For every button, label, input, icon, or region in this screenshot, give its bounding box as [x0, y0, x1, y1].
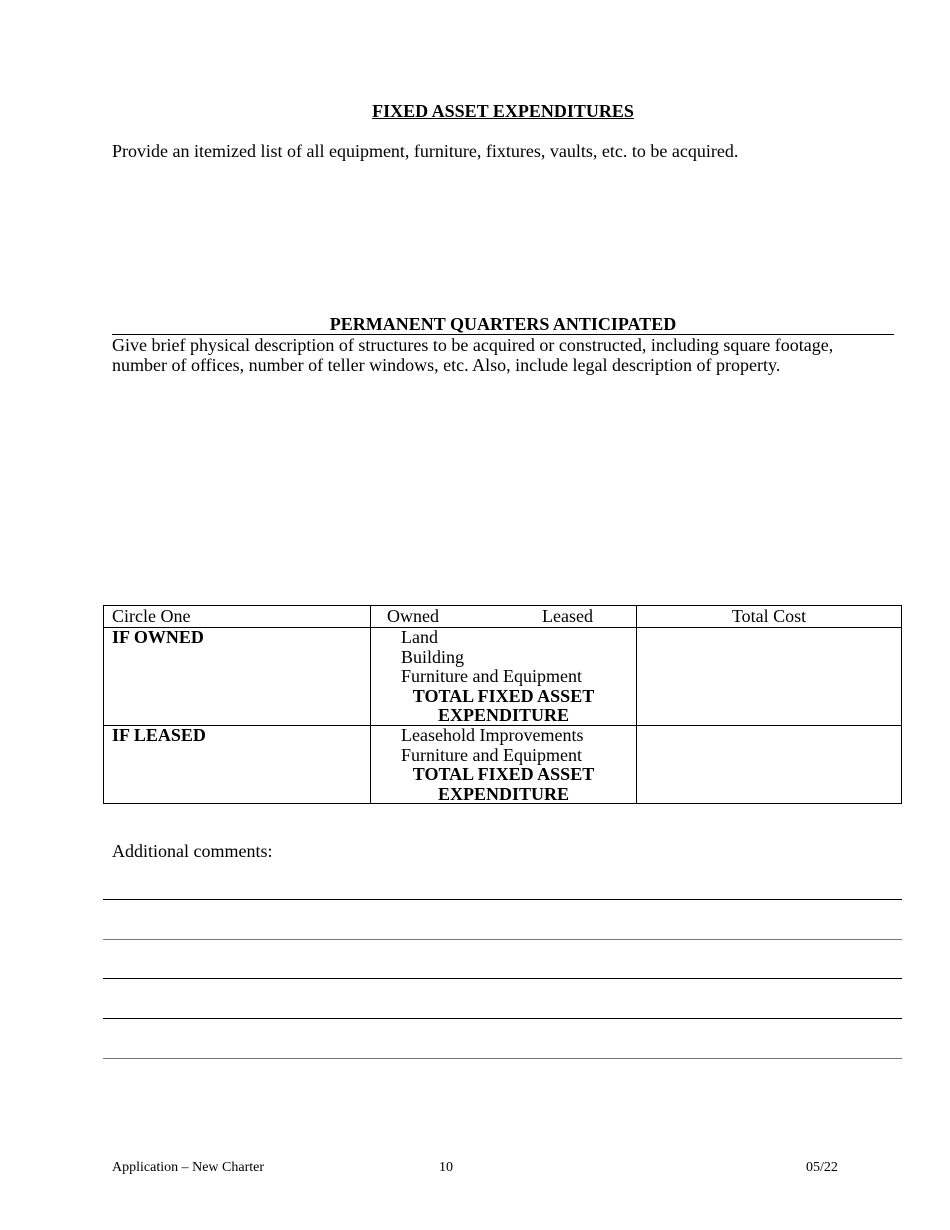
permanent-quarters-title: PERMANENT QUARTERS ANTICIPATED	[329, 314, 677, 334]
list-item: Land	[401, 627, 438, 647]
total-cost-header: Total Cost	[731, 606, 807, 626]
owned-leased-choice	[371, 606, 637, 627]
fixed-asset-title: FIXED ASSET EXPENDITURES	[372, 101, 634, 121]
circle-one-label: Circle One	[104, 606, 371, 627]
total-label-line-2: EXPENDITURE	[437, 783, 570, 804]
footer-document-name: Application – New Charter	[112, 1160, 265, 1175]
leased-option[interactable]: Leased	[542, 606, 593, 626]
table-header-row	[104, 606, 901, 627]
fixed-asset-table	[103, 605, 902, 804]
comment-line[interactable]	[103, 978, 902, 979]
instruction-line-2: number of offices, number of teller windows, etc. Also, include legal description of property.	[112, 355, 781, 375]
owned-total-cost-field[interactable]	[637, 628, 901, 725]
total-label-line-1: TOTAL FIXED ASSET	[412, 764, 595, 784]
list-item: Building	[401, 646, 465, 667]
table-row	[104, 627, 901, 725]
total-label-line-1: TOTAL FIXED ASSET	[412, 685, 595, 706]
list-item: Leasehold Improvements	[401, 725, 584, 745]
permanent-quarters-instruction	[112, 335, 892, 375]
additional-comments-label: Additional comments:	[112, 841, 273, 861]
owned-items	[371, 628, 637, 725]
list-item: Furniture and Equipment	[401, 744, 582, 765]
leased-items	[371, 726, 637, 803]
owned-option[interactable]: Owned	[387, 606, 439, 626]
if-owned-label: IF OWNED	[104, 628, 371, 725]
footer-page-number: 10	[439, 1160, 453, 1175]
total-label-line-2: EXPENDITURE	[437, 705, 570, 725]
comment-line[interactable]	[103, 1018, 902, 1019]
if-leased-label: IF LEASED	[104, 726, 371, 803]
comment-line[interactable]	[103, 939, 902, 940]
comment-line[interactable]	[103, 899, 902, 900]
footer-date: 05/22	[806, 1160, 838, 1175]
fixed-asset-instruction: Provide an itemized list of all equipment, furniture, fixtures, vaults, etc. to be acquired.	[112, 141, 739, 161]
table-row	[104, 725, 901, 803]
instruction-line-1: Give brief physical description of structures to be acquired or constructed, including square footage,	[112, 335, 834, 355]
list-item: Furniture and Equipment	[401, 666, 582, 686]
leased-total-cost-field[interactable]	[637, 726, 901, 803]
comment-line[interactable]	[103, 1058, 902, 1059]
